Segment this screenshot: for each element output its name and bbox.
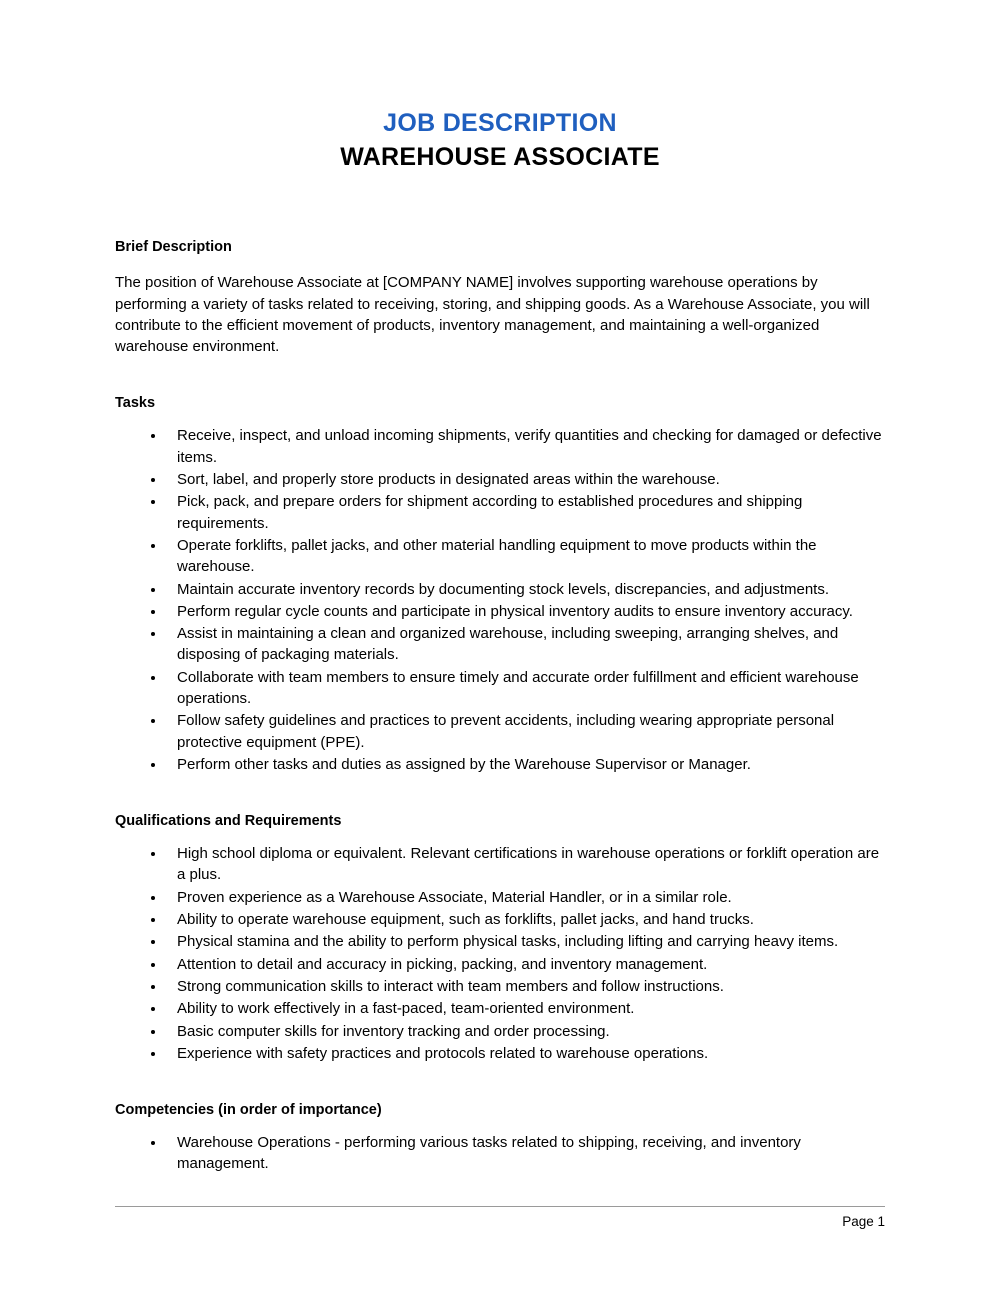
list-item: Follow safety guidelines and practices to prevent accidents, including wearing appropriate personal protective equipment (PPE).	[115, 710, 885, 753]
document-title: JOB DESCRIPTION	[383, 109, 617, 137]
list-item: Perform regular cycle counts and participate in physical inventory audits to ensure inventory accuracy.	[115, 601, 885, 622]
section-heading-tasks: Tasks	[115, 395, 156, 412]
document-body	[115, 0, 885, 1176]
list-item: Ability to work effectively in a fast-paced, team-oriented environment.	[115, 998, 885, 1019]
list-item: Collaborate with team members to ensure timely and accurate order fulfillment and efficient warehouse operations.	[115, 667, 885, 710]
list-item: Basic computer skills for inventory tracking and order processing.	[115, 1021, 885, 1042]
tasks-list	[115, 425, 885, 775]
page-footer	[115, 1206, 885, 1229]
competencies-list	[115, 1132, 885, 1175]
document-header	[115, 108, 885, 173]
section-heading-competencies: Competencies (in order of importance)	[115, 1102, 382, 1119]
page-number: Page 1	[842, 1214, 885, 1229]
list-item: Attention to detail and accuracy in picking, packing, and inventory management.	[115, 954, 885, 975]
document-subtitle: WAREHOUSE ASSOCIATE	[340, 143, 660, 171]
list-item: Proven experience as a Warehouse Associate, Material Handler, or in a similar role.	[115, 887, 885, 908]
list-item: Maintain accurate inventory records by documenting stock levels, discrepancies, and adjustments.	[115, 579, 885, 600]
section-heading-qualifications: Qualifications and Requirements	[115, 813, 342, 830]
list-item: Sort, label, and properly store products in designated areas within the warehouse.	[115, 469, 885, 490]
section-heading-brief-description: Brief Description	[115, 239, 232, 256]
list-item: Ability to operate warehouse equipment, such as forklifts, pallet jacks, and hand trucks.	[115, 909, 885, 930]
footer-divider	[115, 1206, 885, 1207]
list-item: Perform other tasks and duties as assigned by the Warehouse Supervisor or Manager.	[115, 754, 885, 775]
qualifications-list	[115, 843, 885, 1064]
list-item: Warehouse Operations - performing various tasks related to shipping, receiving, and inventory management.	[115, 1132, 885, 1175]
list-item: Strong communication skills to interact with team members and follow instructions.	[115, 976, 885, 997]
list-item: Pick, pack, and prepare orders for shipment according to established procedures and shipping requirements.	[115, 491, 885, 534]
list-item: Assist in maintaining a clean and organized warehouse, including sweeping, arranging shelves, and disposing of packaging materials.	[115, 623, 885, 666]
list-item: Operate forklifts, pallet jacks, and other material handling equipment to move products within the warehouse.	[115, 535, 885, 578]
list-item: Receive, inspect, and unload incoming shipments, verify quantities and checking for damaged or defective items.	[115, 425, 885, 468]
list-item: Physical stamina and the ability to perform physical tasks, including lifting and carrying heavy items.	[115, 931, 885, 952]
list-item: High school diploma or equivalent. Relevant certifications in warehouse operations or forklift operation are a plus.	[115, 843, 885, 886]
brief-description-paragraph: The position of Warehouse Associate at [COMPANY NAME] involves supporting warehouse operations by performing a variety of tasks related to receiving, storing, and shipping goods. As a Warehouse Associate, you will contribute to the efficient movement of products, inventory management, and maintaining a well-organized warehouse environment.	[115, 274, 870, 356]
list-item: Experience with safety practices and protocols related to warehouse operations.	[115, 1043, 885, 1064]
